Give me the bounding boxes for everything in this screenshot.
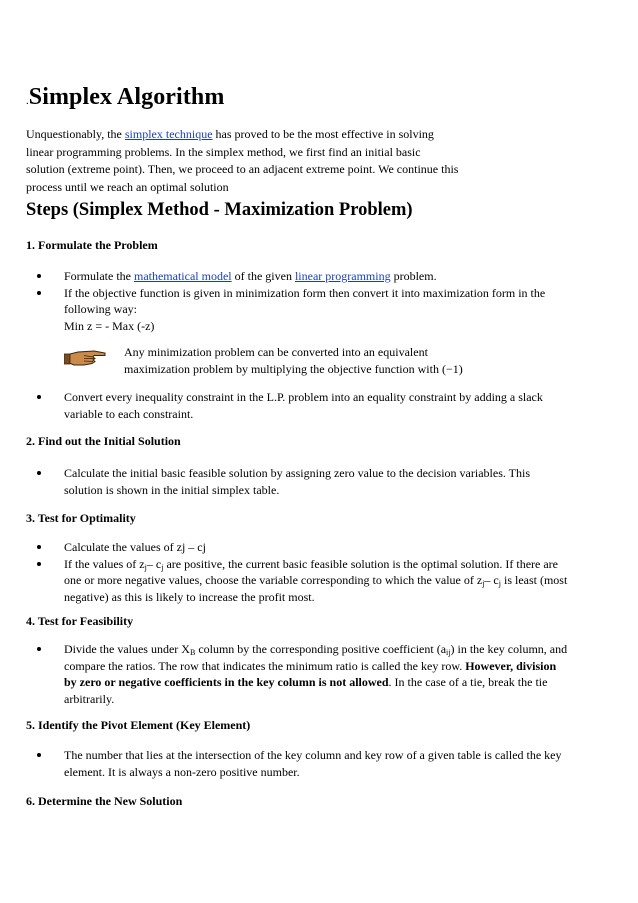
step-3-list [26, 539, 612, 605]
list-item: Calculate the values of zj – cj [26, 539, 612, 556]
step-5-title: 5. Identify the Pivot Element (Key Element) [26, 718, 251, 732]
list-item: If the objective function is given in minimization form then convert it into maximization form in the following way: Min z = - Max (-z) [26, 285, 612, 335]
intro-text: solution (extreme point). Then, we proceed to an adjacent extreme point. We continue this [26, 162, 459, 176]
step-2-title: 2. Find out the Initial Solution [26, 434, 181, 448]
list-item: If the values of $z_j-$ $c_j$ are positive, the current basic feasible solution is the optimal solution. If there are one or more negative values, choose the variable corresponding to which the value of $z_j-$ $c_j$ is least (most negative) as this is likely to increase the profit most. [26, 556, 612, 606]
intro-text: has proved to be the most effective in solving [212, 127, 434, 141]
note-text: Any minimization problem can be converted into an equivalent [124, 345, 428, 359]
list-item: Divide the values under $X_B$ column by the corresponding positive coefficient $(a_{ij})$ in the key column, and compare the ratios. The row that indicates the minimum ratio is called the key row. However, division by zero or negative coefficients in the key column is not allowed. In the case of a tie, break the tie arbitrarily. [26, 641, 612, 707]
steps-heading: Steps (Simplex Method - Maximization Problem) [26, 200, 413, 220]
step-3-title: 3. Test for Optimality [26, 511, 136, 525]
page-title: Simplex Algorithm [28, 84, 225, 110]
step-2-list [26, 465, 612, 498]
step-1-list [26, 268, 612, 334]
list-item: Formulate the mathematical model of the given linear programming problem. [26, 268, 612, 285]
step-1-list-continued [26, 389, 612, 422]
tip-note [64, 344, 524, 377]
linear-programming-link[interactable]: linear programming [294, 269, 391, 283]
step-6-title: 6. Determine the New Solution [26, 794, 183, 808]
simplex-technique-link[interactable]: simplex technique [124, 127, 213, 141]
list-item: The number that lies at the intersection of the key column and key row of a given table is called the key element. It is always a non-zero positive number. [26, 747, 612, 780]
intro-text: process until we reach an optimal solution [26, 179, 229, 194]
list-item: Calculate the initial basic feasible solution by assigning zero value to the decision variables. This solution is shown in the initial simplex table. [26, 465, 612, 498]
pointing-hand-icon [64, 346, 108, 370]
note-text: maximization problem by multiplying the objective function with (−1) [124, 361, 463, 376]
intro-paragraph [26, 126, 506, 196]
step-4-list [26, 641, 612, 707]
title-dot: . [26, 95, 29, 107]
intro-text: linear programming problems. In the simplex method, we first find an initial basic [26, 144, 421, 159]
list-item: Convert every inequality constraint in the L.P. problem into an equality constraint by adding a slack variable to each constraint. [26, 389, 612, 422]
title-row [26, 84, 224, 111]
step-4-title: 4. Test for Feasibility [26, 614, 134, 628]
step-5-list [26, 747, 612, 780]
step-1-title: 1. Formulate the Problem [26, 238, 158, 252]
intro-text: Unquestionably, the [26, 127, 125, 141]
mathematical-model-link[interactable]: mathematical model [133, 269, 232, 283]
